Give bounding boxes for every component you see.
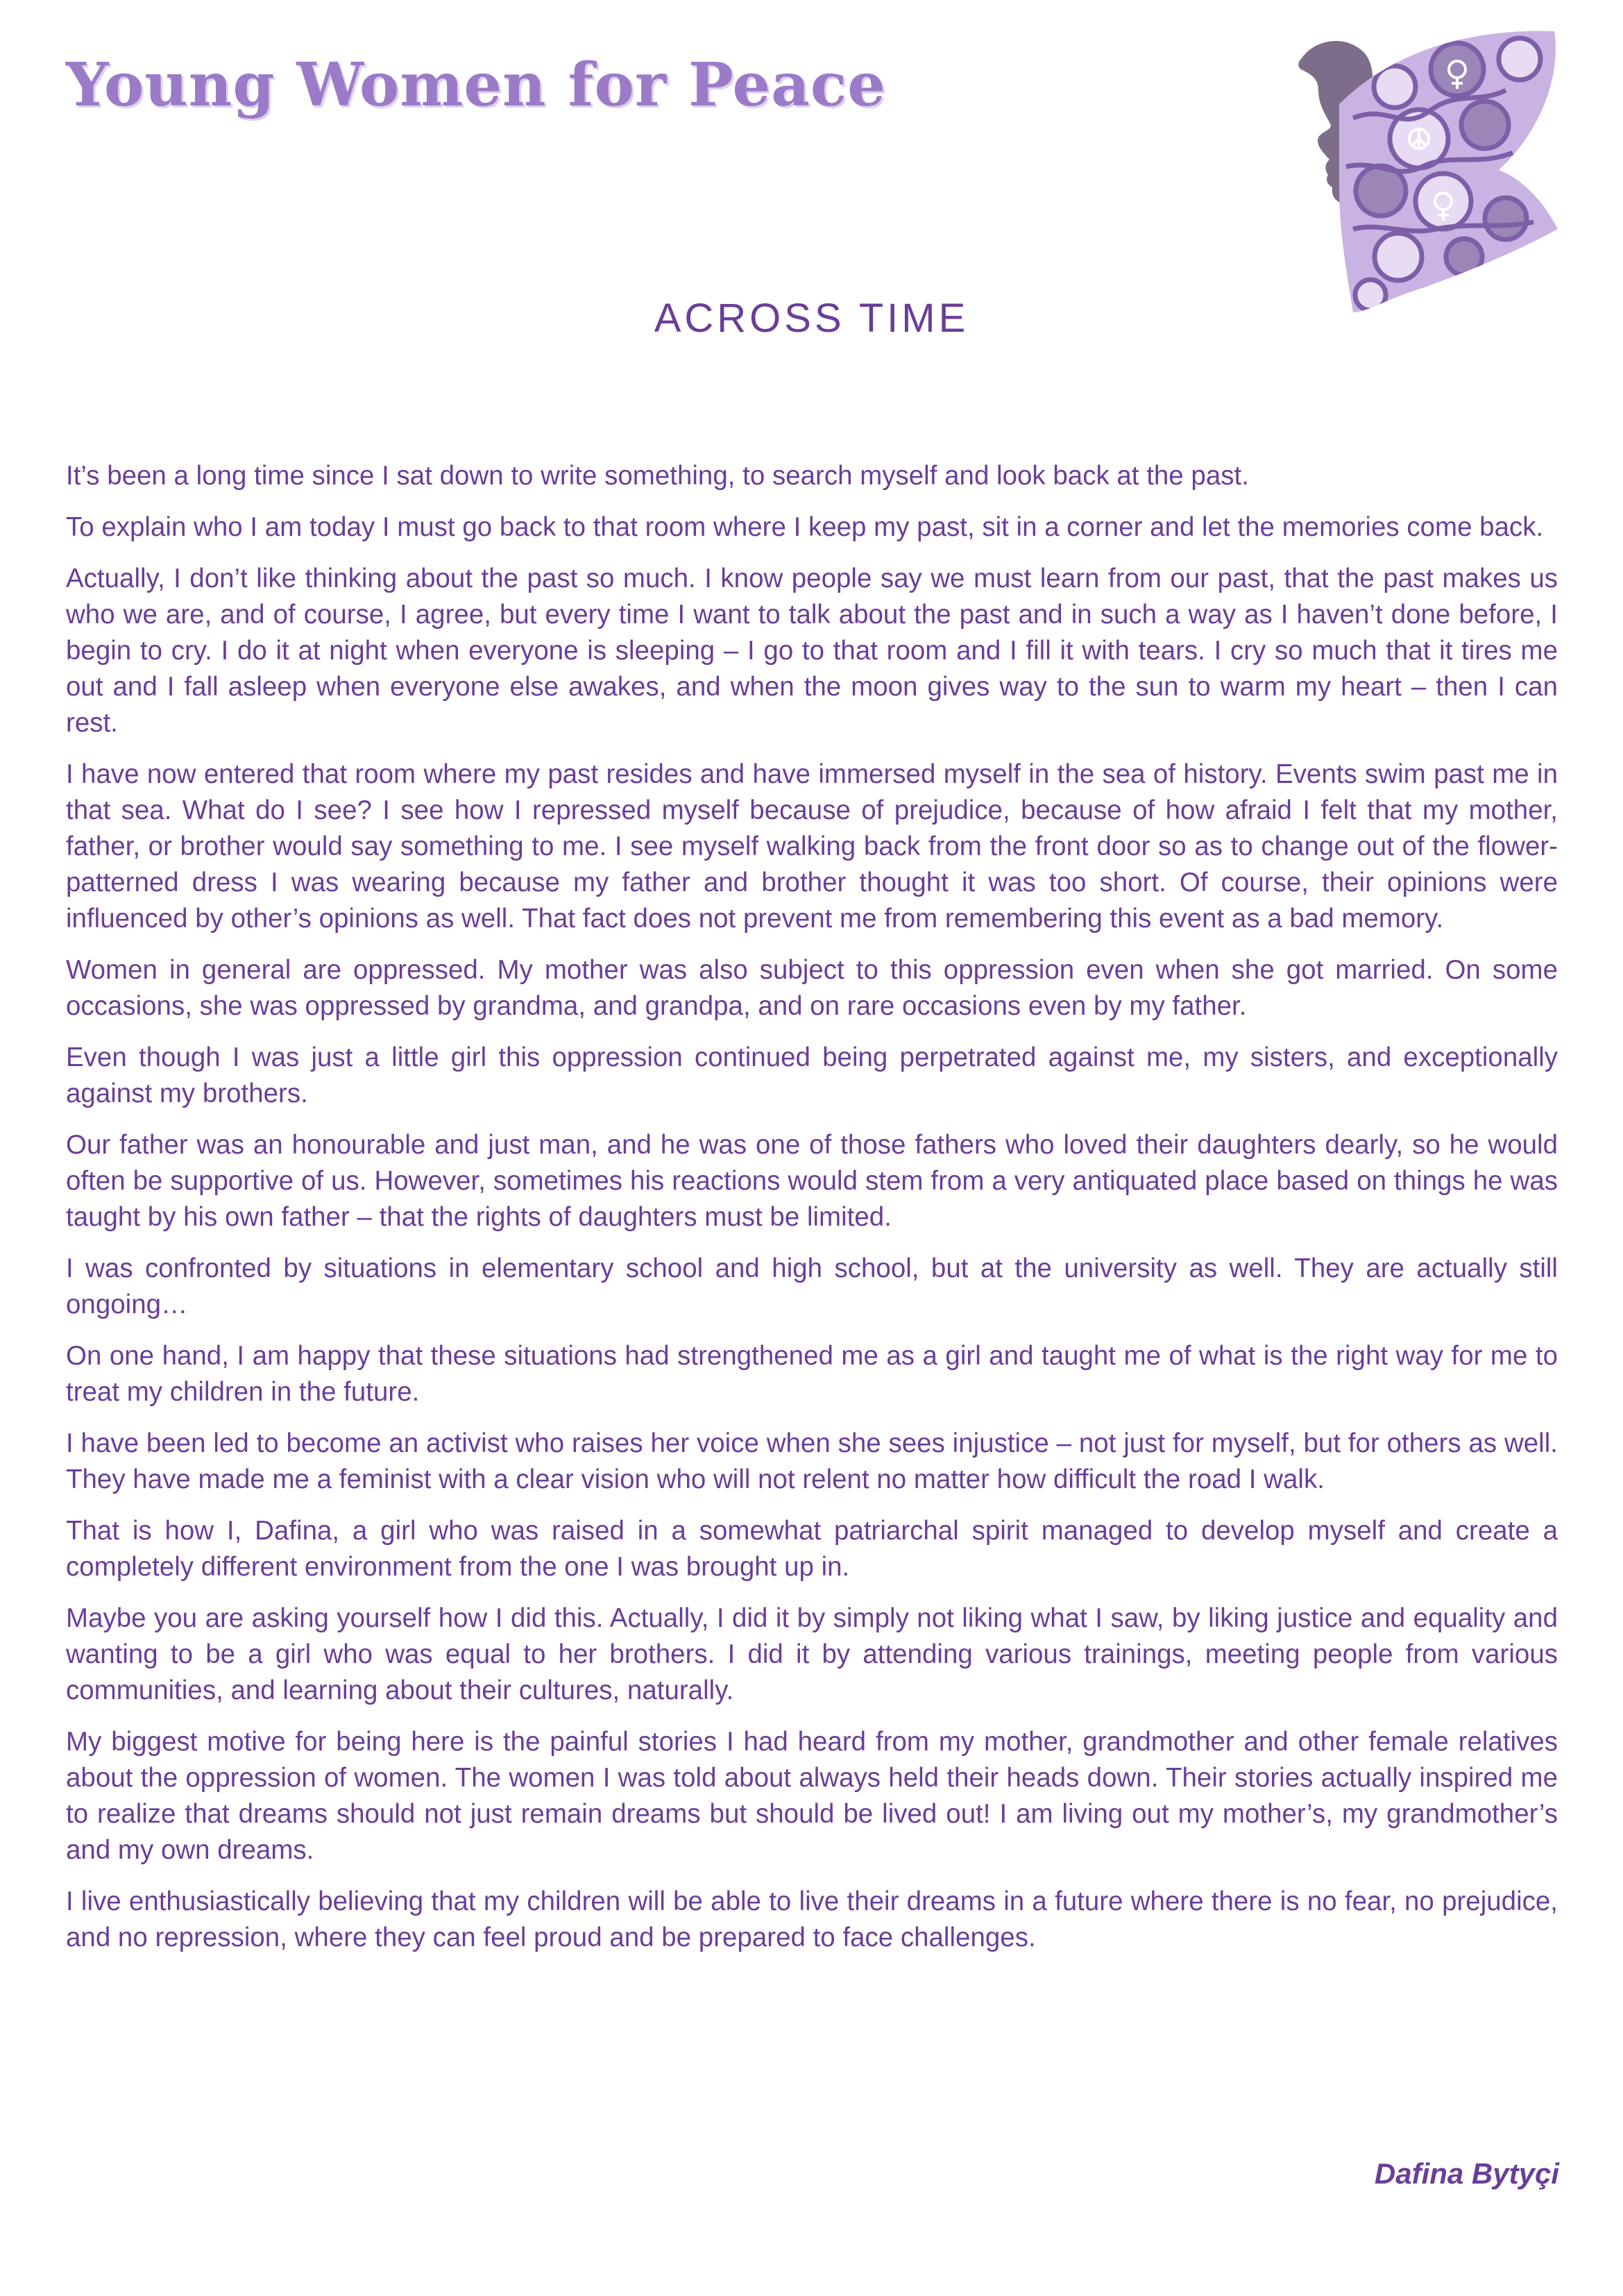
paragraph: Maybe you are asking yourself how I did this. Actually, I did it by simply not liking what I saw, by liking justice and equality and wanting to be a girl who was equal to her brothers. I did it by attending various trainings, meeting people from various communities, and learning about their cultures, naturally. (66, 1603, 1558, 1705)
paragraph: My biggest motive for being here is the painful stories I had heard from my mother, grandmother and other female relatives about the oppression of women. The women I was told about always held their heads down. Their stories actually inspired me to realize that dreams should not just remain dreams but should be lived out! I am living out my mother’s, my grandmother’s and my own dreams. (66, 1727, 1558, 1865)
paragraph: Actually, I don’t like thinking about the past so much. I know people say we must learn from our past, that the past makes us who we are, and of course, I agree, but every time I want to talk about the past and in such a way as I haven’t done before, I begin to cry. I do it at night when everyone is sleeping – I go to that room and I fill it with tears. I cry so much that it tires me out and I fall asleep when everyone else awakes, and when the moon gives way to the sun to warm my heart – then I can rest. (66, 564, 1558, 738)
paragraph: Women in general are oppressed. My mother was also subject to this oppression even when she got married. On some occasions, she was oppressed by grandma, and grandpa, and on rare occasions even by my father. (66, 955, 1558, 1021)
paragraph: That is how I, Dafina, a girl who was raised in a somewhat patriarchal spirit managed to develop myself and create a completely different environment from the one I was brought up in. (66, 1516, 1558, 1582)
paragraph: Even though I was just a little girl this oppression continued being perpetrated against me, my sisters, and exceptionally against my brothers. (66, 1043, 1558, 1108)
paragraph: On one hand, I am happy that these situations had strengthened me as a girl and taught me of what is the right way for me to treat my children in the future. (66, 1341, 1558, 1407)
article-body (66, 458, 1558, 1971)
paragraph: Our father was an honourable and just man, and he was one of those fathers who loved their daughters dearly, so he would often be supportive of us. However, sometimes his reactions would stem from a very antiquated place based on things he was taught by his own father – that the rights of daughters must be limited. (66, 1130, 1558, 1232)
article-title: ACROSS TIME (654, 296, 969, 341)
brand-title: Young Women for Peace (66, 50, 886, 120)
paragraph: I have been led to become an activist who raises her voice when she sees injustice – not just for myself, but for others as well. They have made me a feminist with a clear vision who will not relent no matter how difficult the road I walk. (66, 1428, 1558, 1494)
author-signature: Dafina Bytyçi (1374, 2157, 1559, 2190)
paragraph: I live enthusiastically believing that my children will be able to live their dreams in a future where there is no fear, no prejudice, and no repression, where they can feel proud and be prepared to face challenges. (66, 1886, 1558, 1952)
paragraph: I have now entered that room where my past resides and have immersed myself in the sea of history. Events swim past me in that sea. What do I see? I see how I repressed myself because of prejudice, because of how afraid I felt that my mother, father, or brother would say something to me. I see myself walking back from the front door so as to change out of the flower-patterned dress I was wearing because my father and brother thought it was too short. Of course, their opinions were influenced by other’s opinions as well. That fact does not prevent me from remembering this event as a bad memory. (66, 759, 1558, 934)
paragraph: I was confronted by situations in elementary school and high school, but at the university as well. They are actually still ongoing… (66, 1253, 1558, 1319)
paragraph: It’s been a long time since I sat down to write something, to search myself and look back at the past. (66, 461, 1249, 491)
paragraph: To explain who I am today I must go back to that room where I keep my past, sit in a corner and let the memories come back. (66, 512, 1544, 542)
dove-woman-profile-icon (1249, 21, 1568, 319)
